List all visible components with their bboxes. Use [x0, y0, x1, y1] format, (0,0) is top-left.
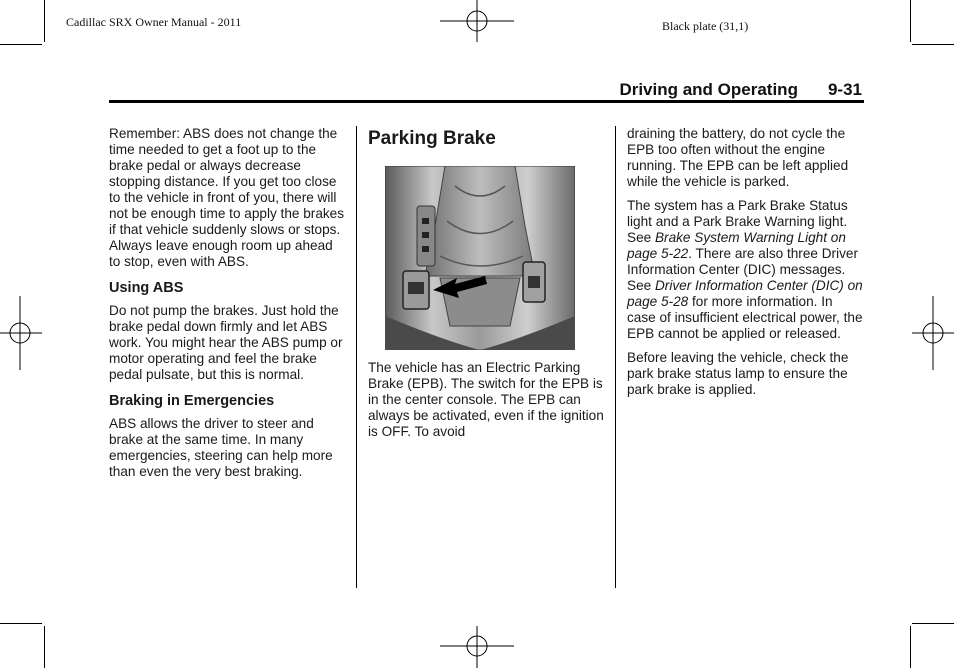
- column-left: [109, 126, 345, 488]
- section-title: Driving and Operating: [619, 80, 798, 99]
- brake-warning-light-reference[interactable]: Brake System Warning Light on page 5-22: [627, 230, 846, 261]
- printer-info-left: Cadillac SRX Owner Manual - 2011: [66, 15, 242, 29]
- page-number: 9-31: [827, 80, 862, 99]
- header-rule: [109, 100, 864, 103]
- heading-braking-emergencies: Braking in Emergencies: [109, 393, 275, 409]
- running-header: [540, 80, 862, 100]
- abs-intro-paragraph: Remember: ABS does not change the time needed to get a foot up to the brake pedal or always decrease stopping distance. If you get too close to the vehicle in front of you, there will not be enough time to apply the brakes if that vehicle suddenly slows or stops. Always leave enough room up ahead to stop, even with ABS.: [109, 126, 345, 269]
- printer-info-right: Black plate (31,1): [662, 19, 749, 33]
- epb-leaving-paragraph: Before leaving the vehicle, check the park brake status lamp to ensure the park brake is applied.: [627, 350, 849, 397]
- registration-mark-bottom: [440, 626, 514, 668]
- column-divider-2: [615, 126, 616, 588]
- section-heading-parking-brake: Parking Brake: [368, 128, 496, 149]
- heading-using-abs: Using ABS: [109, 280, 184, 296]
- lights-text-a: The system has a Park Brake Status light and a Park Brake Warning light. See: [627, 198, 848, 245]
- column-divider-1: [356, 126, 357, 588]
- column-right: [627, 126, 865, 406]
- braking-emergencies-paragraph: ABS allows the driver to steer and brake at the same time. In many emergencies, steering can help more than even the very best braking.: [109, 416, 333, 479]
- registration-mark-left: [0, 296, 42, 370]
- dic-reference[interactable]: Driver Information Center (DIC) on page 5-28: [627, 278, 863, 309]
- lights-text-b: . There are also three Driver Information Center (DIC) messages. See: [627, 246, 858, 293]
- using-abs-paragraph: Do not pump the brakes. Just hold the brake pedal down firmly and let ABS work. You might hear the ABS pump or motor operating and feel the brake pedal pulsate, but this is normal.: [109, 303, 343, 382]
- epb-battery-paragraph: draining the battery, do not cycle the EPB too often without the engine running. The EPB can be left applied while the vehicle is parked.: [627, 126, 849, 189]
- epb-lights-paragraph: [627, 198, 865, 342]
- epb-intro-paragraph: The vehicle has an Electric Parking Brake (EPB). The switch for the EPB is in the center console. The EPB can always be activated, even if the ignition is OFF. To avoid: [368, 360, 604, 439]
- center-console-epb-photo: [385, 166, 575, 350]
- registration-mark-top: [440, 0, 514, 42]
- lights-text-c: for more information. In case of insufficient electrical power, the EPB cannot be applied or released.: [627, 294, 863, 341]
- column-middle: [368, 126, 604, 448]
- registration-mark-right: [912, 296, 954, 370]
